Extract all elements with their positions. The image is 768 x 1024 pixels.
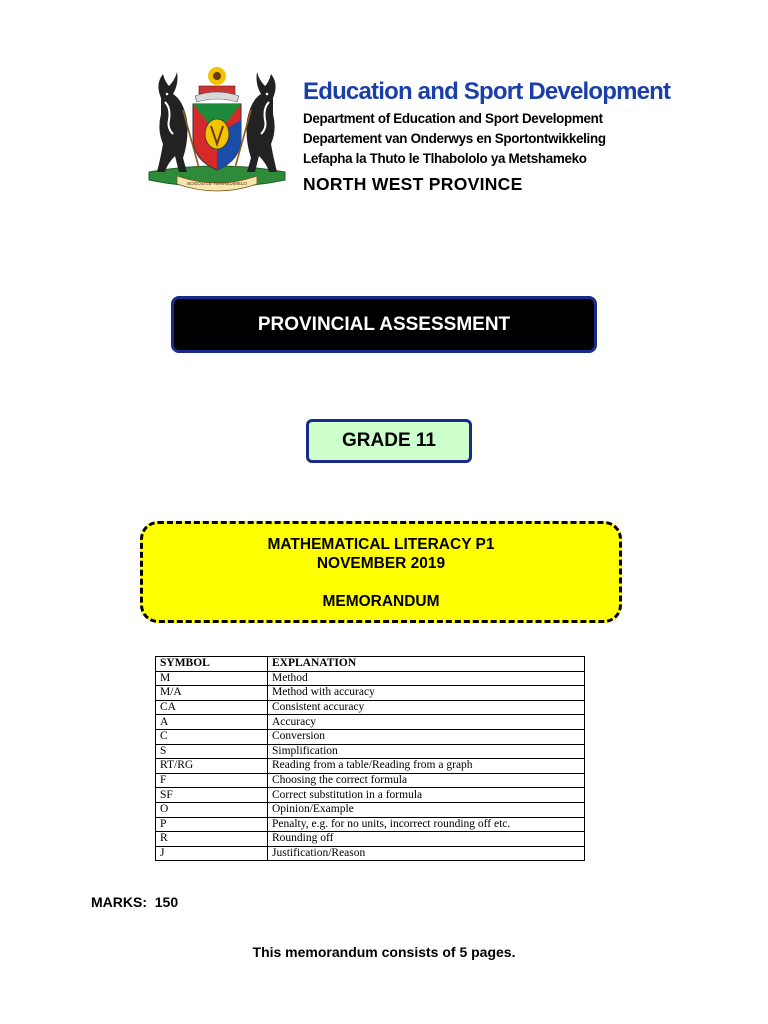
explanation-cell: Correct substitution in a formula bbox=[268, 788, 585, 803]
total-marks: MARKS: 150 bbox=[91, 894, 179, 910]
subject-banner bbox=[140, 521, 622, 623]
table-row bbox=[156, 715, 585, 730]
explanation-cell: Conversion bbox=[268, 729, 585, 744]
table-row bbox=[156, 832, 585, 847]
table-row bbox=[156, 802, 585, 817]
crest-motto: BOGOSI LE TSHIREDIMELO bbox=[187, 181, 247, 186]
explanation-cell: Consistent accuracy bbox=[268, 700, 585, 715]
table-row bbox=[156, 744, 585, 759]
table-row bbox=[156, 686, 585, 701]
assessment-title: PROVINCIAL ASSESSMENT bbox=[257, 313, 511, 335]
subject-title: MATHEMATICAL LITERACY P1 bbox=[267, 536, 495, 553]
explanation-cell: Rounding off bbox=[268, 832, 585, 847]
symbol-cell: SF bbox=[156, 788, 268, 803]
table-row bbox=[156, 729, 585, 744]
symbol-cell: P bbox=[156, 817, 268, 832]
column-header-symbol: SYMBOL bbox=[156, 657, 268, 672]
page-count-note: This memorandum consists of 5 pages. bbox=[252, 944, 516, 960]
symbol-cell: J bbox=[156, 846, 268, 861]
table-row bbox=[156, 773, 585, 788]
explanation-cell: Accuracy bbox=[268, 715, 585, 730]
explanation-cell: Reading from a table/Reading from a graph bbox=[268, 759, 585, 774]
explanation-cell: Choosing the correct formula bbox=[268, 773, 585, 788]
symbol-cell: A bbox=[156, 715, 268, 730]
symbol-cell: C bbox=[156, 729, 268, 744]
table-row bbox=[156, 817, 585, 832]
grade-label: GRADE 11 bbox=[342, 430, 436, 451]
table-row bbox=[156, 788, 585, 803]
symbol-cell: F bbox=[156, 773, 268, 788]
grade-banner bbox=[306, 419, 472, 463]
explanation-cell: Method with accuracy bbox=[268, 686, 585, 701]
document-type: MEMORANDUM bbox=[322, 593, 440, 610]
table-row bbox=[156, 700, 585, 715]
symbol-cell: RT/RG bbox=[156, 759, 268, 774]
department-name-afrikaans: Departement van Onderwys en Sportontwikkeling bbox=[303, 131, 606, 146]
symbol-cell: O bbox=[156, 802, 268, 817]
symbol-cell: M/A bbox=[156, 686, 268, 701]
symbol-cell: CA bbox=[156, 700, 268, 715]
department-title: Education and Sport Development bbox=[303, 78, 671, 105]
explanation-cell: Simplification bbox=[268, 744, 585, 759]
province-name: NORTH WEST PROVINCE bbox=[303, 174, 523, 194]
explanation-cell: Opinion/Example bbox=[268, 802, 585, 817]
explanation-cell: Justification/Reason bbox=[268, 846, 585, 861]
symbol-cell: M bbox=[156, 671, 268, 686]
table-row bbox=[156, 759, 585, 774]
symbol-cell: S bbox=[156, 744, 268, 759]
letterhead bbox=[143, 64, 671, 199]
coat-of-arms-icon bbox=[143, 64, 291, 196]
department-name-setswana: Lefapha la Thuto le Tlhabololo ya Metshameko bbox=[303, 151, 587, 166]
symbol-cell: R bbox=[156, 832, 268, 847]
table-row bbox=[156, 846, 585, 861]
exam-session: NOVEMBER 2019 bbox=[316, 555, 446, 572]
table-header-row bbox=[156, 657, 585, 672]
explanation-cell: Penalty, e.g. for no units, incorrect rounding off etc. bbox=[268, 817, 585, 832]
table-row bbox=[156, 671, 585, 686]
department-name-english: Department of Education and Sport Development bbox=[303, 111, 603, 126]
column-header-explanation: EXPLANATION bbox=[268, 657, 585, 672]
explanation-cell: Method bbox=[268, 671, 585, 686]
assessment-banner bbox=[171, 296, 597, 353]
department-block bbox=[303, 78, 671, 196]
marking-symbols-table bbox=[155, 656, 585, 861]
